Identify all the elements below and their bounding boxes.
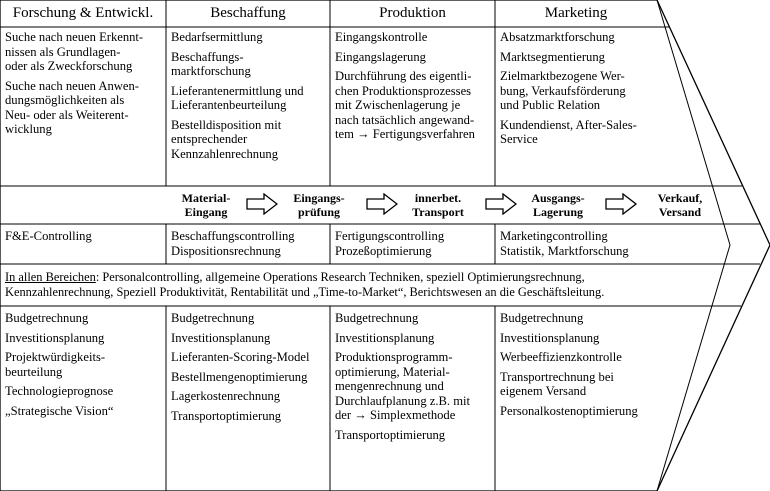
cell-entry: Projektwürdigkeits- beurteilung (5, 350, 106, 379)
all-areas-label: In allen Bereichen (5, 270, 96, 284)
top-cell-beschaffung (171, 30, 329, 161)
all-areas-text: : Personalcontrolling, allgemeine Operations Research Techniken, speziell Optimierungsrechnung, (95, 270, 585, 284)
header-forschung: Forschung & Entwickl. (12, 5, 154, 21)
cell-entry: Suche nach neuen Anwen- dungsmöglichkeiten als Neu- oder als Weiterent- wicklung (5, 78, 139, 136)
cell-entry: Lieferanten-Scoring-Model (171, 350, 310, 364)
cell-entry: Transportoptimierung (171, 408, 282, 423)
cell-entry: Marktsegmentierung (500, 49, 605, 64)
bottom-cell-forschung (5, 311, 165, 418)
cell-entry: Investitionsplanung (171, 330, 271, 345)
cell-entry: Bestelldisposition mit entsprechender Kennzahlenrechnung (171, 117, 282, 161)
cell-entry: Beschaffungscontrolling (171, 229, 295, 243)
cell-entry: Transportrechnung bei eigenem Versand (500, 369, 614, 398)
cell-entry: Eingangslagerung (335, 49, 426, 64)
cell-entry: Budgetrechnung (5, 311, 89, 325)
flow-arrow-icon (246, 193, 278, 215)
controlling-cell-beschaffung (171, 229, 329, 258)
bottom-cell-marketing (500, 311, 660, 418)
cell-entry: Lieferantenermittlung und Lieferantenbeurteilung (171, 83, 304, 112)
cell-entry: Investitionsplanung (500, 330, 600, 345)
top-cell-marketing (500, 30, 660, 147)
cell-entry: Eingangskontrolle (335, 30, 428, 44)
cell-entry: Investitionsplanung (5, 330, 105, 345)
top-cell-forschung (5, 30, 165, 137)
cell-entry: Beschaffungs- marktforschung (171, 49, 251, 78)
cell-entry: Prozeßoptimierung (335, 243, 432, 258)
cell-entry: Zielmarktbezogene Wer- bung, Verkaufsförderung und Public Relation (500, 69, 626, 112)
flow-step: Eingangs- prüfung (293, 191, 345, 219)
controlling-cell-forschung (5, 229, 165, 244)
cell-entry: Transportoptimierung (335, 427, 446, 442)
cell-entry: Lagerkostenrechnung (171, 389, 281, 403)
bottom-cell-beschaffung (171, 311, 329, 423)
flow-step: Material- Eingang (181, 191, 231, 219)
controlling-cell-marketing (500, 229, 660, 258)
cell-entry: Suche nach neuen Erkennt- nissen als Grundlagen- oder als Zweckforschung (5, 30, 144, 73)
flow-step: Verkauf, Versand (657, 191, 703, 219)
cell-entry: Produktionsprogramm- optimierung, Material- mengenrechnung und Durchlaufplanung z.B. mit der → Simplexmethode (335, 350, 471, 422)
header-beschaffung: Beschaffung (210, 5, 286, 21)
all-areas-note (5, 270, 725, 299)
cell-entry: Bestellmengenoptimierung (171, 369, 308, 384)
cell-entry: Statistik, Marktforschung (500, 243, 629, 258)
cell-entry: Marketingcontrolling (500, 229, 608, 243)
header-marketing: Marketing (544, 5, 608, 21)
cell-entry: Budgetrechnung (335, 311, 419, 325)
cell-entry: Technologieprognose (5, 384, 114, 398)
flow-step: innerbet. Transport (412, 191, 464, 219)
cell-entry: Dispositionsrechnung (171, 243, 281, 258)
flow-arrow-icon (366, 193, 398, 215)
flow-arrow-icon (605, 193, 637, 215)
cell-entry: Bedarfsermittlung (171, 30, 263, 44)
cell-entry: „Strategische Vision“ (5, 403, 114, 418)
cell-entry: Durchführung des eigentli- chen Produktionsprozesses mit Zwischenlagerung je nach tatsächlich angewand- tem → Fertigungsverfahren (335, 69, 475, 141)
cell-entry: F&E-Controlling (5, 229, 92, 243)
chevron-inner (657, 0, 730, 491)
cell-entry: Budgetrechnung (171, 311, 255, 325)
cell-entry: Werbeeffizienzkontrolle (500, 350, 622, 364)
cell-entry: Absatzmarktforschung (500, 30, 615, 44)
all-areas-text-2: Kennzahlenrechnung, Speziell Produktivität, Rentabilität und „Time-to-Market“, Berichtswesen an die Geschäftsleitung. (5, 284, 605, 299)
cell-entry: Investitionsplanung (335, 330, 435, 345)
controlling-cell-produktion (335, 229, 493, 258)
header-produktion: Produktion (379, 5, 446, 21)
flow-step: Ausgangs- Lagerung (531, 191, 585, 219)
cell-entry: Kundendienst, After-Sales- Service (500, 117, 637, 146)
cell-entry: Fertigungscontrolling (335, 229, 445, 243)
flow-arrow-icon (485, 193, 517, 215)
bottom-cell-produktion (335, 311, 493, 442)
cell-entry: Personalkostenoptimierung (500, 403, 638, 418)
cell-entry: Budgetrechnung (500, 311, 584, 325)
top-cell-produktion (335, 30, 493, 142)
